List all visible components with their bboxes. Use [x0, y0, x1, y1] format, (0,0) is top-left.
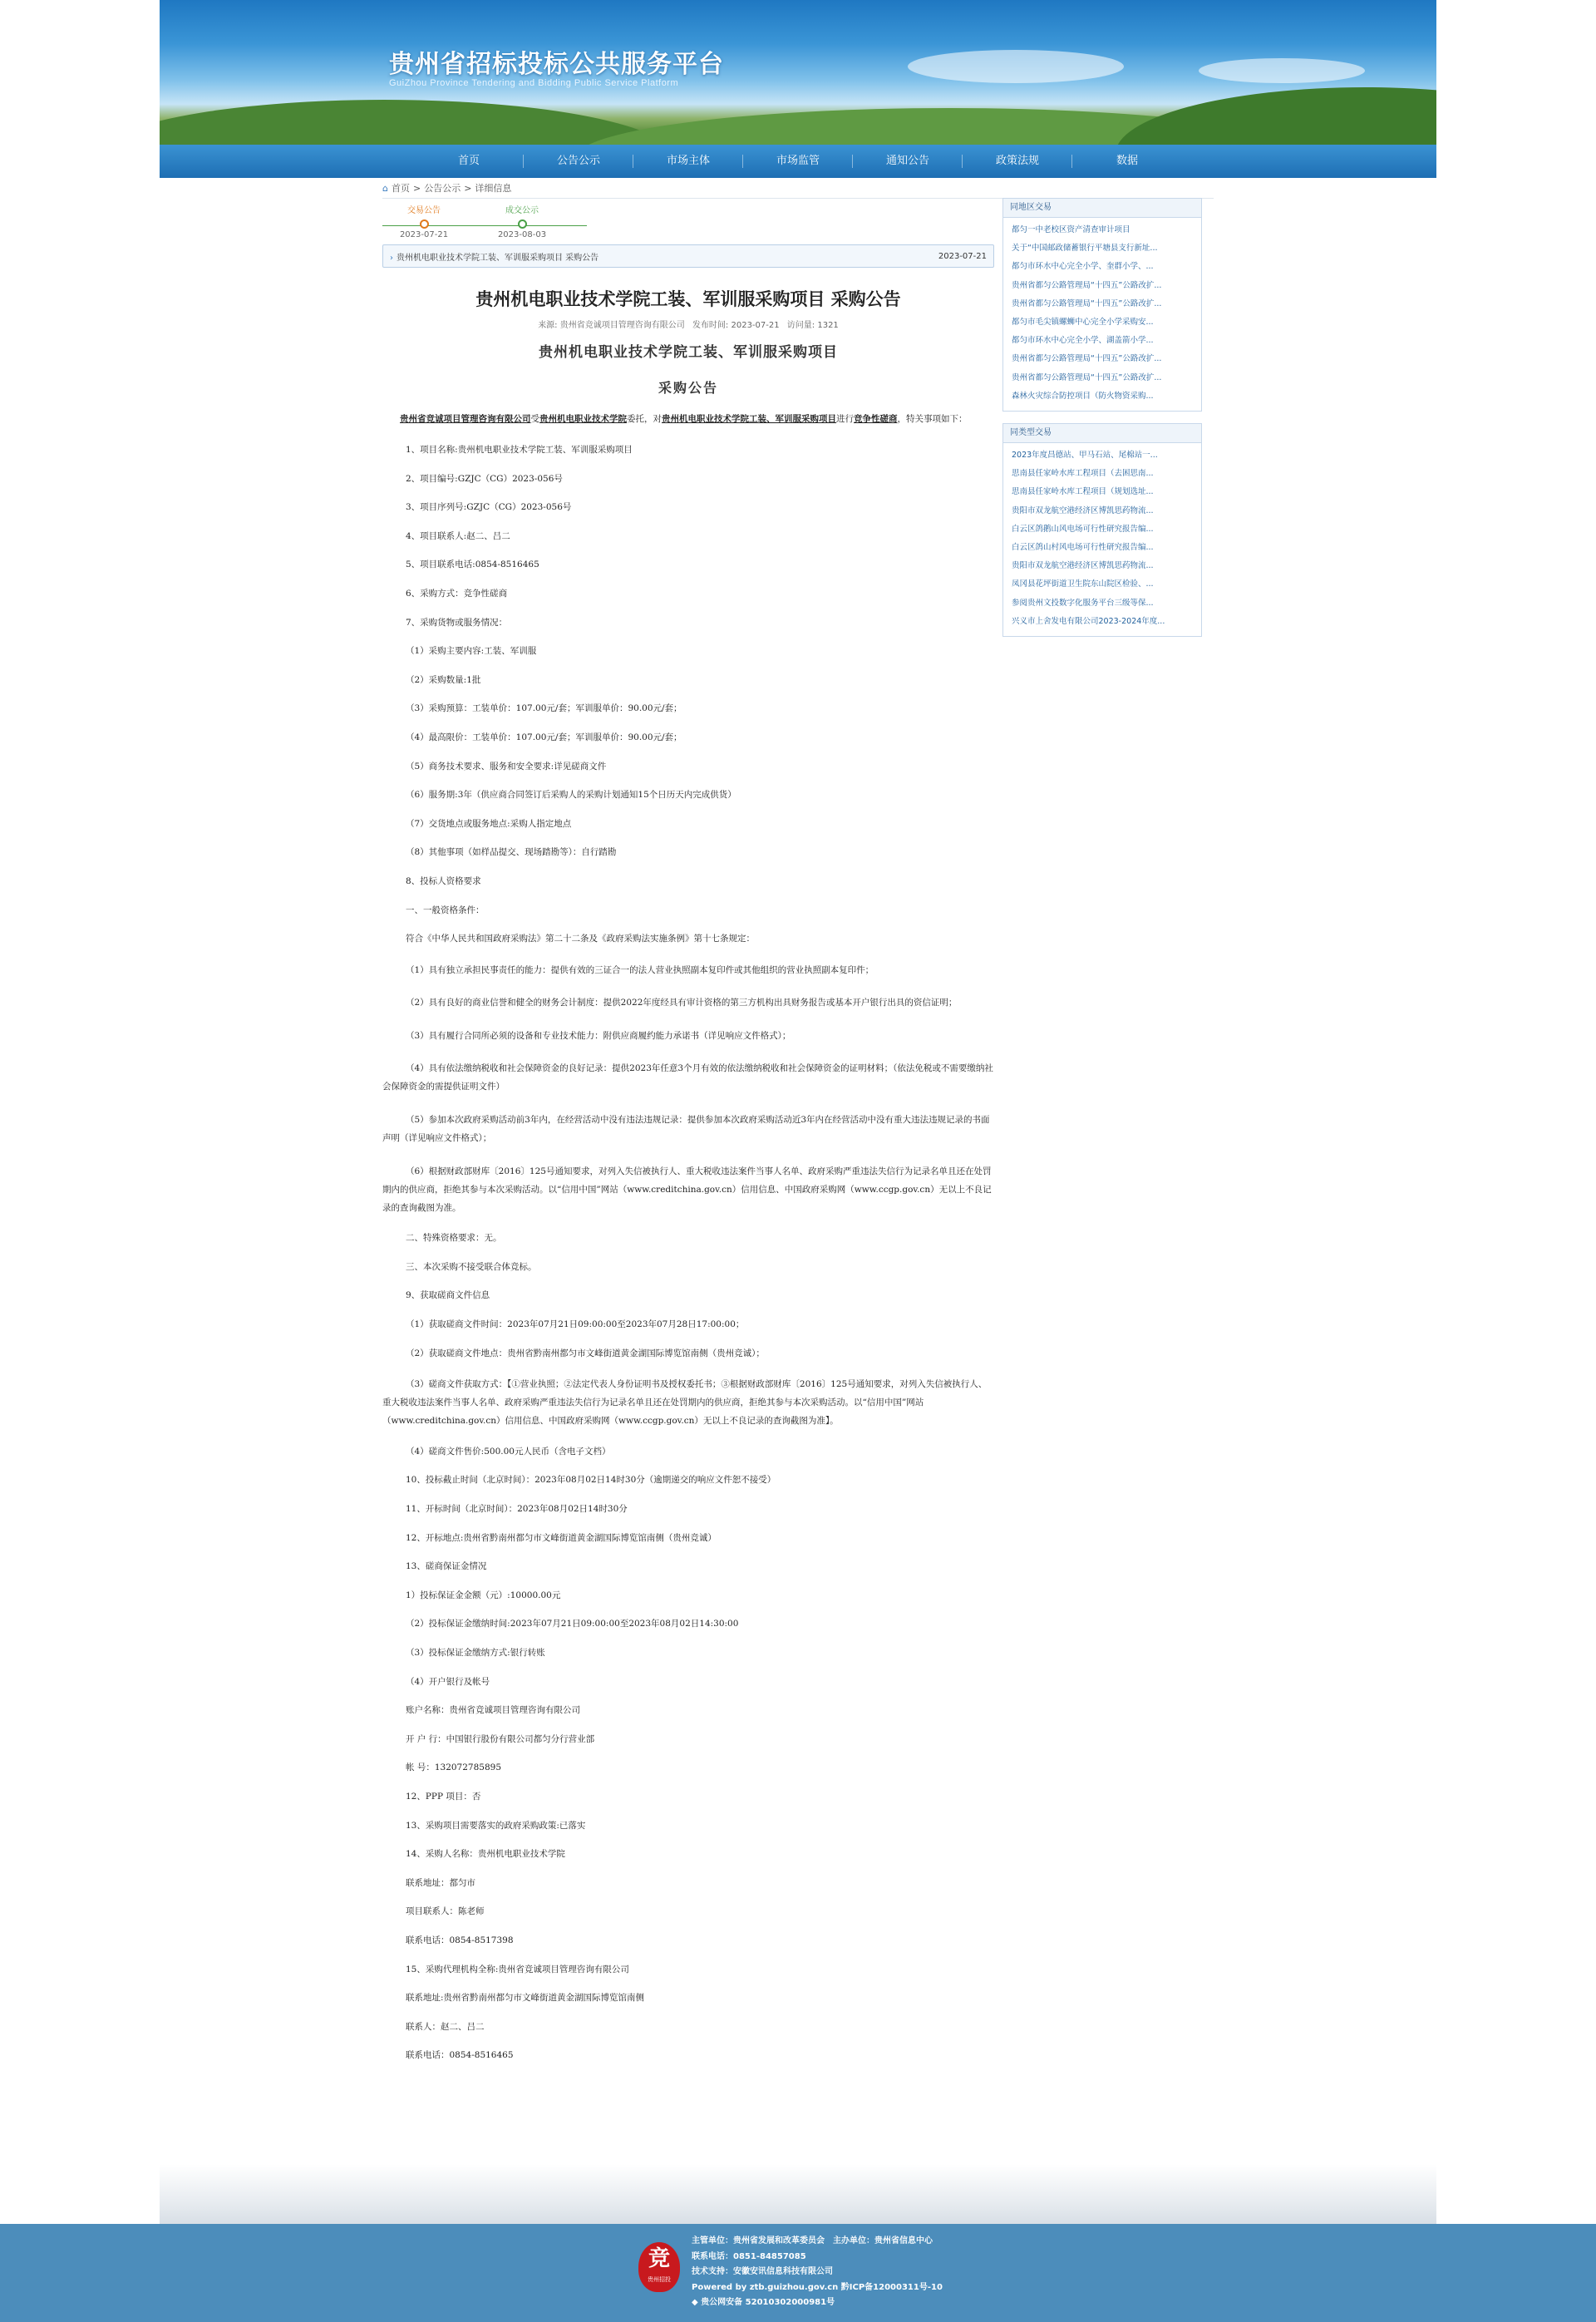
timeline-dot: [420, 219, 429, 229]
body-line: （2）获取磋商文件地点：贵州省黔南州都匀市文峰街道黄金湖国际博览馆南侧（贵州竞诚）；: [406, 1348, 765, 1358]
body-line: （8）其他事项（如样品提交、现场踏勘等）：自行踏勘: [406, 847, 617, 858]
body-line: 5、项目联系电话:0854-8516465: [406, 560, 539, 570]
same-region-title: 同地区交易: [1003, 199, 1201, 218]
footer-info: 主管单位：贵州省发展和改革委员会 主办单位：贵州省信息中心 联系电话：0851-84857085 技术支持：安徽安讯信息科技有限公司 Powered by ztb.guizhou.gov.cn 黔ICP备12000311号-10 ◆ 贵公网安备 52010302000981号: [692, 2236, 943, 2307]
body-line: 2、项目编号:GZJC（CG）2023-056号: [406, 473, 563, 484]
cloud-decoration: [1199, 58, 1365, 83]
sidebar-link[interactable]: 都匀市毛尖镇螺蛳中心完全小学采购安...: [1012, 318, 1154, 328]
chevron-right-icon: ›: [390, 253, 393, 263]
main-content: [382, 198, 994, 2078]
body-line: （1）采购主要内容:工装、军训服: [406, 646, 537, 657]
body-line: 联系地址:贵州省黔南州都匀市文峰街道黄金湖国际博览馆南侧: [406, 1993, 645, 2004]
article-visits: 访问量: 1321: [786, 321, 839, 330]
body-line: 11、开标时间（北京时间）：2023年08月02日14时30分: [406, 1504, 628, 1514]
body-line: 4、项目联系人:赵二、吕二: [406, 530, 510, 541]
hill-decoration: [1116, 87, 1436, 145]
sidebar-link[interactable]: 参阅贵州文投数字化服务平台三级等保...: [1012, 598, 1154, 608]
body-line: 联系人：赵二、吕二: [406, 2021, 485, 2032]
body-line: 6、采购方式：竞争性磋商: [406, 588, 508, 599]
body-line: 一、一般资格条件：: [406, 905, 485, 915]
body-line: 二、特殊资格要求：无。: [406, 1233, 502, 1244]
sidebar-link[interactable]: 白云区鸽鹅山风电场可行性研究报告编...: [1012, 524, 1154, 534]
nav-market-supervision[interactable]: 市场监管: [743, 145, 853, 178]
sidebar-link[interactable]: 都匀市环水中心完全小学、湖盖箭小学...: [1012, 336, 1154, 346]
notice-date: 2023-07-21: [938, 251, 987, 261]
body-line: （4）磋商文件售价:500.00元人民币（含电子文档）: [406, 1446, 611, 1457]
body-line: 帐 号：132072785895: [406, 1762, 502, 1773]
body-line-wrap: （3）具有履行合同所必须的设备和专业技术能力：附供应商履约能力承诺书（详见响应文件格式）；: [406, 1030, 791, 1041]
sidebar-link[interactable]: 关于“中国邮政储蓄银行平塘县支行新址...: [1012, 244, 1158, 254]
body-line: （2）投标保证金缴纳时间:2023年07月21日09:00:00至2023年08月02日14:30:00: [406, 1619, 739, 1629]
article-title: 贵州机电职业技术学院工装、军训服采购项目 采购公告: [475, 289, 901, 309]
body-line: （2）采购数量:1批: [406, 674, 481, 685]
body-line: 10、投标截止时间（北京时间）：2023年08月02日14时30分（逾期递交的响应文件恕不接受）: [406, 1475, 776, 1486]
sidebar-link[interactable]: 2023年度昌德站、甲马石站、尾棉站一...: [1012, 451, 1158, 461]
body-line: （7）交货地点或服务地点:采购人指定地点: [406, 818, 572, 829]
body-line: 9、获取磋商文件信息: [406, 1290, 490, 1301]
hill-decoration: [160, 100, 675, 145]
body-line: 14、采购人名称：贵州机电职业技术学院: [406, 1849, 565, 1860]
article-source: 来源: 贵州省竞诚项目管理咨询有限公司: [538, 321, 685, 330]
body-line: （3）投标保证金缴纳方式:银行转账: [406, 1647, 545, 1658]
body-line: （6）服务期:3年（供应商合同签订后采购人的采购计划通知15个日历天内完成供货）: [406, 790, 736, 801]
body-line: 7、采购货物或服务情况：: [406, 617, 508, 628]
body-line: 15、采购代理机构全称:贵州省竞诚项目管理咨询有限公司: [406, 1964, 629, 1974]
article-meta: [382, 318, 994, 330]
body-section-a: [382, 443, 994, 946]
body-line-wrap: （3）磋商文件获取方式：【①营业执照；②法定代表人身份证明书及授权委托书；③根据财政部财库〔2016〕125号通知要求，对列入失信被执行人、重大税收违法案件当事人名单、政府采购严重违法失信行为记录名单且还在处罚期内的供应商，拒绝其参与本次采购活动。以“信用中国”网站（www.creditchina.gov.cn）信用信息、中国政府采购网（www.ccgp.gov.cn）无以上不良记录的查询截图为准】。: [382, 1379, 988, 1427]
body-line: 项目联系人：陈老师: [406, 1906, 485, 1917]
sidebar-link[interactable]: 思南县任家岭水库工程项目（去困思南...: [1012, 469, 1154, 479]
body-line-wrap: （1）具有独立承担民事责任的能力：提供有效的三证合一的法人营业执照副本复印件或其他组织的营业执照副本复印件；: [406, 964, 874, 975]
nav-market-entities[interactable]: 市场主体: [633, 145, 743, 178]
body-line: 联系电话：0854-8517398: [406, 1935, 514, 1945]
home-icon: ⌂: [382, 183, 388, 194]
body-line: 三、本次采购不接受联合体竞标。: [406, 1261, 537, 1272]
body-line: 12、PPP 项目：否: [406, 1791, 481, 1802]
intro-paragraph: 贵州省竞诚项目管理咨询有限公司受贵州机电职业技术学院委托，对贵州机电职业技术学院工装、军训服采购项目进行竞争性磋商，特关事项如下：: [400, 414, 968, 424]
sidebar-link[interactable]: 贵州省都匀公路管理局“十四五”公路改扩...: [1012, 372, 1162, 382]
body-line: 符合《中华人民共和国政府采购法》第二十二条及《政府采购法实施条例》第十七条规定：: [406, 934, 755, 944]
site-logo: 竞 贵州招投: [638, 2242, 680, 2292]
site-header: [160, 0, 1436, 145]
site-footer: [0, 2224, 1596, 2322]
sidebar-link[interactable]: 贵阳市双龙航空港经济区博凯思药物流...: [1012, 561, 1154, 571]
body-line: 12、开标地点:贵州省黔南州都匀市文峰街道黄金湖国际博览馆南侧（贵州竞诚）: [406, 1532, 717, 1543]
sidebar-link[interactable]: 贵州省都匀公路管理局“十四五”公路改扩...: [1012, 280, 1162, 290]
body-line: （4）最高限价：工装单价：107.00元/套；军训服单价：90.00元/套；: [406, 732, 682, 742]
footer-landscape: [160, 2164, 1436, 2224]
body-line: 1、项目名称:贵州机电职业技术学院工装、军训服采购项目: [406, 445, 633, 455]
body-section-d: [382, 1445, 994, 2063]
content-wrapper: [382, 178, 1214, 2190]
body-line-wrap: （2）具有良好的商业信誉和健全的财务会计制度：提供2022年度经具有审计资格的第三方机构出具财务报告或基本开户银行出具的资信证明；: [406, 998, 958, 1008]
same-type-list: [1003, 443, 1201, 636]
body-line: 联系电话：0854-8516465: [406, 2050, 514, 2061]
sidebar-link[interactable]: 都匀一中老校区资产清查审计项目: [1012, 225, 1130, 234]
body-line: （3）采购预算：工装单价：107.00元/套；军训服单价：90.00元/套；: [406, 703, 682, 714]
sidebar-link[interactable]: 贵州省都匀公路管理局“十四五”公路改扩...: [1012, 354, 1162, 364]
body-section-b: [382, 1231, 994, 1360]
sidebar-link[interactable]: 贵阳市双龙航空港经济区博凯思药物流...: [1012, 505, 1154, 515]
sidebar-link[interactable]: 兴义市上舍发电有限公司2023-2024年度...: [1012, 616, 1165, 626]
sidebar: [1002, 198, 1202, 648]
timeline-step-tender[interactable]: 交易公告 2023-07-21: [399, 206, 449, 239]
body-line: 账户名称：贵州省竞诚项目管理咨询有限公司: [406, 1705, 580, 1716]
body-section-qualifications: [382, 961, 994, 1217]
notice-bar[interactable]: [382, 244, 994, 268]
nav-notices[interactable]: 通知公告: [853, 145, 963, 178]
body-line-wrap: （5）参加本次政府采购活动前3年内，在经营活动中没有违法违规记录：提供参加本次政府采购活动近3年内在经营活动中没有重大违法违规记录的书面声明（详见响应文件格式）；: [382, 1115, 990, 1144]
nav-policies[interactable]: 政策法规: [963, 145, 1072, 178]
body-line-wrap: （6）根据财政部财库〔2016〕125号通知要求，对列入失信被执行人、重大税收违法案件当事人名单、政府采购严重违法失信行为记录名单且还在处罚期内的供应商，拒绝其参与本次采购活动。以“信用中国”网站（www.creditchina.gov.cn）信用信息、中国政府采购网（www.ccgp.gov.cn）无以上不良记录的查询截图为准。: [382, 1166, 992, 1213]
body-line: （5）商务技术要求、服务和安全要求:详见磋商文件: [406, 761, 607, 772]
same-type-title: 同类型交易: [1003, 424, 1201, 443]
body-line-wrap: （4）具有依法缴纳税收和社会保障资金的良好记录：提供2023年任意3个月有效的依法缴纳税收和社会保障资金的证明材料；（依法免税或不需要缴纳社会保障资金的需提供证明文件）: [382, 1063, 993, 1092]
process-timeline: [382, 198, 994, 241]
same-region-box: [1002, 198, 1202, 412]
nav-home[interactable]: 首页: [414, 145, 524, 178]
body-line: （1）获取磋商文件时间：2023年07月21日09:00:00至2023年07月28日17:00:00；: [406, 1319, 745, 1330]
doc-subtitle: 采购公告: [658, 380, 718, 396]
police-badge-icon: ◆: [692, 2298, 698, 2307]
body-line: （4）开户银行及帐号: [406, 1676, 490, 1687]
breadcrumb: ⌂ 首页 > 公告公示 > 详细信息: [382, 181, 1214, 199]
breadcrumb-section[interactable]: 公告公示: [424, 183, 461, 194]
sidebar-link[interactable]: 凤冈县花坪街道卫生院东山院区检验、...: [1012, 579, 1154, 589]
body-line: 联系地址：都匀市: [406, 1877, 475, 1888]
main-nav: [160, 145, 1436, 178]
body-line: 3、项目序列号:GZJC（CG）2023-056号: [406, 502, 572, 513]
site-title: 贵州省招标投标公共服务平台: [389, 50, 724, 79]
article-pubtime: 发布时间: 2023-07-21: [692, 321, 780, 330]
body-line: 13、磋商保证金情况: [406, 1561, 487, 1572]
breadcrumb-home[interactable]: 首页: [391, 183, 410, 194]
sidebar-link[interactable]: 贵州省都匀公路管理局“十四五”公路改扩...: [1012, 298, 1162, 308]
sidebar-link[interactable]: 思南县任家岭水库工程项目（规划选址...: [1012, 487, 1154, 497]
timeline-step-result[interactable]: 成交公示 2023-08-03: [497, 206, 547, 239]
cloud-decoration: [908, 50, 1124, 83]
site-subtitle: GuiZhou Province Tendering and Bidding Public Service Platform: [389, 78, 679, 88]
sidebar-link[interactable]: 白云区鸽山村风电场可行性研究报告编...: [1012, 543, 1154, 553]
same-type-box: [1002, 423, 1202, 637]
sidebar-link[interactable]: 都匀市环水中心完全小学、奎群小学、...: [1012, 262, 1154, 272]
doc-title: 贵州机电职业技术学院工装、军训服采购项目: [539, 344, 838, 361]
body-line: 开 户 行：中国银行股份有限公司都匀分行营业部: [406, 1733, 595, 1744]
notice-title: 贵州机电职业技术学院工装、军训服采购项目 采购公告: [397, 253, 599, 263]
body-line: 8、投标人资格要求: [406, 875, 481, 886]
same-region-list: [1003, 218, 1201, 411]
sidebar-link[interactable]: 森林火灾综合防控项目（防火物资采购...: [1012, 391, 1154, 401]
breadcrumb-current: 详细信息: [475, 183, 512, 194]
nav-data[interactable]: 数据: [1116, 155, 1138, 167]
timeline-dot: [518, 219, 527, 229]
body-line: 13、采购项目需要落实的政府采购政策:已落实: [406, 1820, 586, 1831]
body-line: 1）投标保证金金额（元）:10000.00元: [406, 1590, 561, 1600]
nav-announcements[interactable]: 公告公示: [524, 145, 633, 178]
